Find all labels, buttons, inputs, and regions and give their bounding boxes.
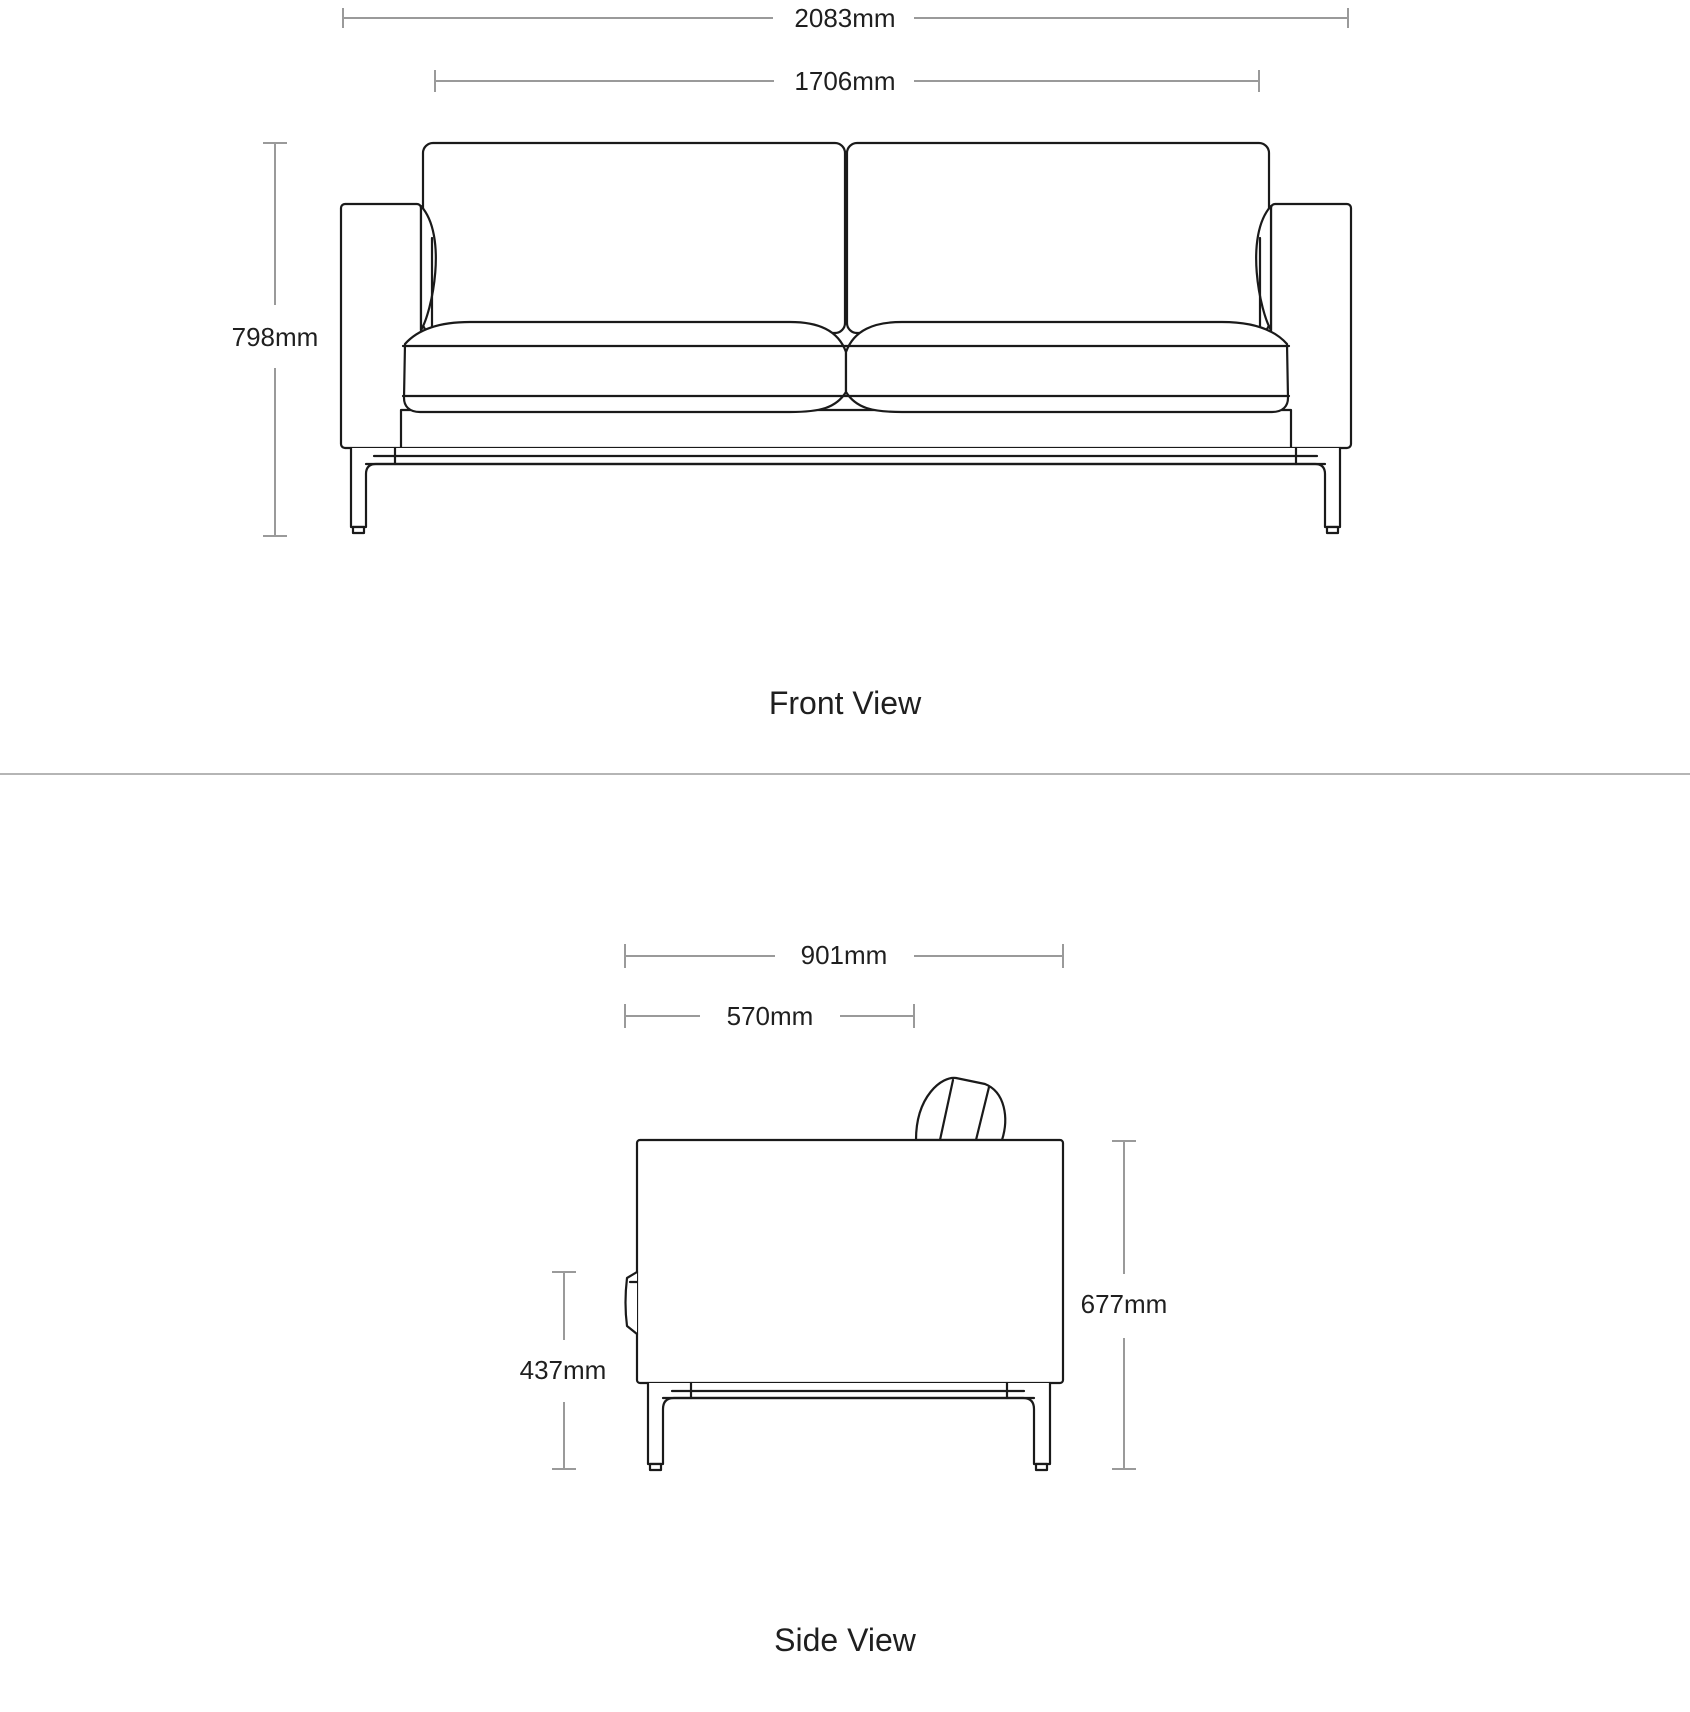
seat-cushion-right [846, 322, 1288, 412]
back-cushion-left [423, 143, 845, 333]
seat-height-dimension [520, 1272, 607, 1469]
arm-side [637, 1140, 1063, 1383]
overall-width-label: 2083mm [794, 3, 896, 33]
base-frame [401, 410, 1291, 448]
overall-depth-dimension [625, 940, 1063, 970]
seat-cushion-left [404, 322, 846, 412]
foot-side-back [1036, 1464, 1047, 1470]
side-view [520, 940, 1168, 1658]
arm-height-label: 677mm [1080, 1289, 1168, 1319]
sled-base-front [351, 448, 1340, 527]
foot-right [1327, 527, 1338, 533]
seat-depth-dimension [625, 1001, 914, 1031]
sled-base-side [648, 1383, 1050, 1464]
front-view [232, 3, 1351, 721]
foot-side-front [650, 1464, 661, 1470]
front-view-label: Front View [768, 685, 922, 721]
seat-height-label: 437mm [519, 1355, 607, 1385]
overall-depth-label: 901mm [800, 940, 888, 970]
seat-width-dimension [435, 66, 1259, 96]
overall-height-label: 798mm [231, 322, 319, 352]
overall-height-dimension [232, 143, 319, 536]
foot-left [353, 527, 364, 533]
sofa-front-drawing [341, 143, 1351, 533]
arm-height-dimension [1081, 1141, 1168, 1469]
back-cushion-right [847, 143, 1269, 333]
seat-depth-label: 570mm [726, 1001, 814, 1031]
seat-width-label: 1706mm [794, 66, 896, 96]
sofa-side-drawing [626, 1078, 1064, 1470]
back-cushion-side [916, 1078, 1005, 1140]
side-view-label: Side View [774, 1622, 916, 1658]
overall-width-dimension [343, 3, 1348, 33]
